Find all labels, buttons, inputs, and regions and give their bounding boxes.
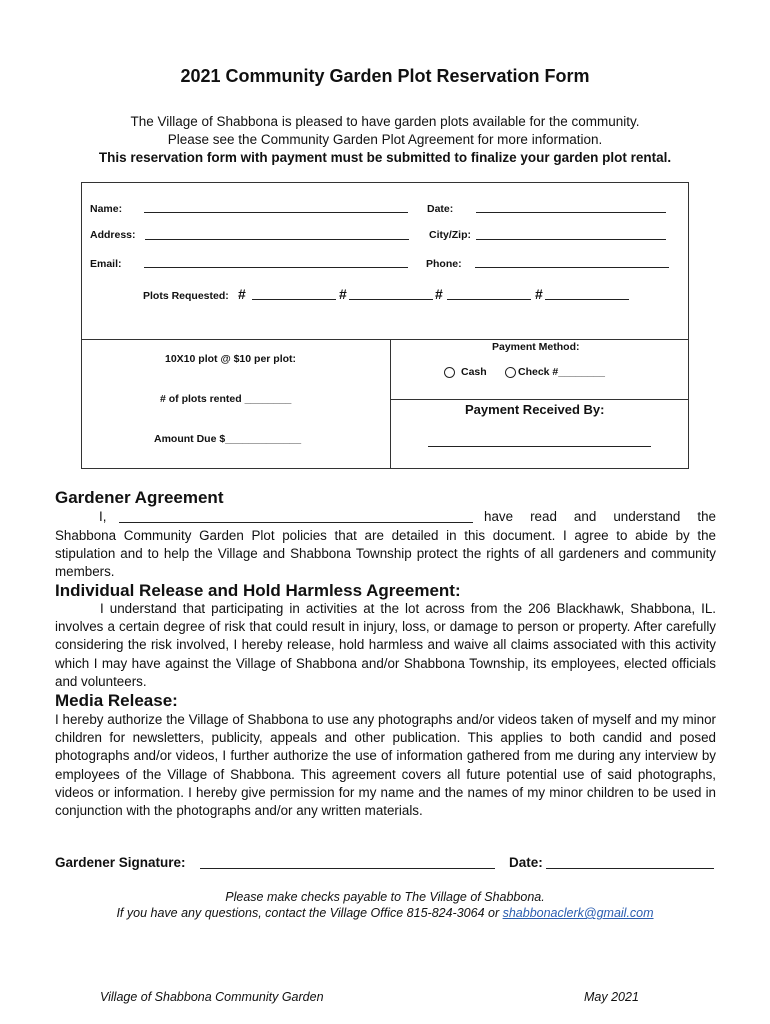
release-body: I understand that participating in activities at the lot across from the 206 Blackhawk, Shabbona, IL. involves a certain degree of risk that could result in injury, loss, or damage to person or property. After carefully considering the risk involved, I hereby release, hold harmless and waive all claims associated with this activity which I may have against the Village of Shabbona and/or Shabbona Township, its employees, elected officials and volunteers. [55, 601, 716, 689]
plot-hash-2: # [339, 286, 347, 302]
cityzip-field[interactable] [476, 230, 666, 240]
agreement-rest: have read and understand the [484, 509, 716, 524]
check-radio[interactable] [505, 367, 516, 378]
media-heading: Media Release: [55, 691, 178, 710]
date-field[interactable] [476, 203, 666, 213]
plot-hash-4: # [535, 286, 543, 302]
plot-hash-1: # [238, 286, 246, 302]
footer-right: May 2021 [584, 990, 639, 1004]
intro-line-1: The Village of Shabbona is pleased to have garden plots available for the community. [130, 114, 640, 129]
payment-divider [390, 399, 689, 400]
checks-note: Please make checks payable to The Village of Shabbona. [225, 890, 545, 904]
payment-received-field[interactable] [428, 437, 651, 447]
address-label: Address: [90, 229, 136, 241]
phone-field[interactable] [475, 258, 669, 268]
agreement-body: Shabbona Community Garden Plot policies that are detailed in this document. I agree to abide by the stipulation and to help the Village and Shabbona Township protect the rights of all gardeners and community members. [55, 528, 716, 580]
page-title: 2021 Community Garden Plot Reservation Form [180, 66, 590, 86]
footer-left: Village of Shabbona Community Garden [100, 990, 324, 1004]
plot-price-label: 10X10 plot @ $10 per plot: [165, 353, 297, 365]
intro-line-2: Please see the Community Garden Plot Agreement for more information. [167, 132, 603, 147]
signature-date-label: Date: [509, 855, 543, 870]
plot-hash-3: # [435, 286, 443, 302]
questions-text: If you have any questions, contact the Village Office 815-824-3064 or [116, 906, 503, 920]
intro-line-3: This reservation form with payment must be submitted to finalize your garden plot rental. [98, 150, 672, 165]
phone-label: Phone: [426, 258, 462, 270]
plot-field-1[interactable] [252, 290, 336, 300]
questions-note [0, 906, 770, 920]
plots-rented-field[interactable]: # of plots rented ________ [160, 393, 292, 405]
form-divider-vertical [390, 339, 391, 469]
payment-method-label: Payment Method: [492, 341, 580, 353]
cash-label: Cash [461, 366, 487, 378]
name-label: Name: [90, 203, 123, 215]
agreement-name-field[interactable] [119, 513, 473, 523]
plot-field-4[interactable] [545, 290, 629, 300]
agreement-i: I, [99, 509, 107, 524]
form-divider-horizontal [81, 339, 689, 340]
email-link[interactable]: shabbonaclerk@gmail.com [502, 906, 654, 920]
media-body: I hereby authorize the Village of Shabbona to use any photographs and/or videos taken of myself and my minor children for newsletters, publicity, appeals and other publication. This applies to both candid and posed photographs and/or videos, I further authorize the use of information gathered from me during any interview by employees of the Village of Shabbona. This agreement covers all future potential use of said photographs, videos or information. I hereby give permission for my name and the names of my minor children to be used in conjunction with the photographs and/or any written materials. [55, 712, 716, 819]
check-field[interactable]: Check #________ [518, 366, 605, 378]
plots-requested-label: Plots Requested: [143, 290, 229, 302]
address-field[interactable] [145, 230, 409, 240]
amount-due-field[interactable]: Amount Due $_____________ [154, 433, 302, 445]
payment-received-label: Payment Received By: [465, 402, 605, 417]
date-label: Date: [427, 203, 454, 215]
release-heading: Individual Release and Hold Harmless Agreement: [55, 581, 461, 600]
email-field[interactable] [144, 258, 408, 268]
email-label: Email: [90, 258, 122, 270]
plot-field-2[interactable] [349, 290, 433, 300]
name-field[interactable] [144, 203, 408, 213]
cityzip-label: City/Zip: [429, 229, 471, 241]
signature-label: Gardener Signature: [55, 855, 186, 870]
gardener-agreement-heading: Gardener Agreement [55, 488, 224, 507]
plot-field-3[interactable] [447, 290, 531, 300]
cash-radio[interactable] [444, 367, 455, 378]
reservation-form-box [81, 182, 689, 469]
signature-field[interactable] [200, 859, 495, 869]
signature-date-field[interactable] [546, 859, 714, 869]
